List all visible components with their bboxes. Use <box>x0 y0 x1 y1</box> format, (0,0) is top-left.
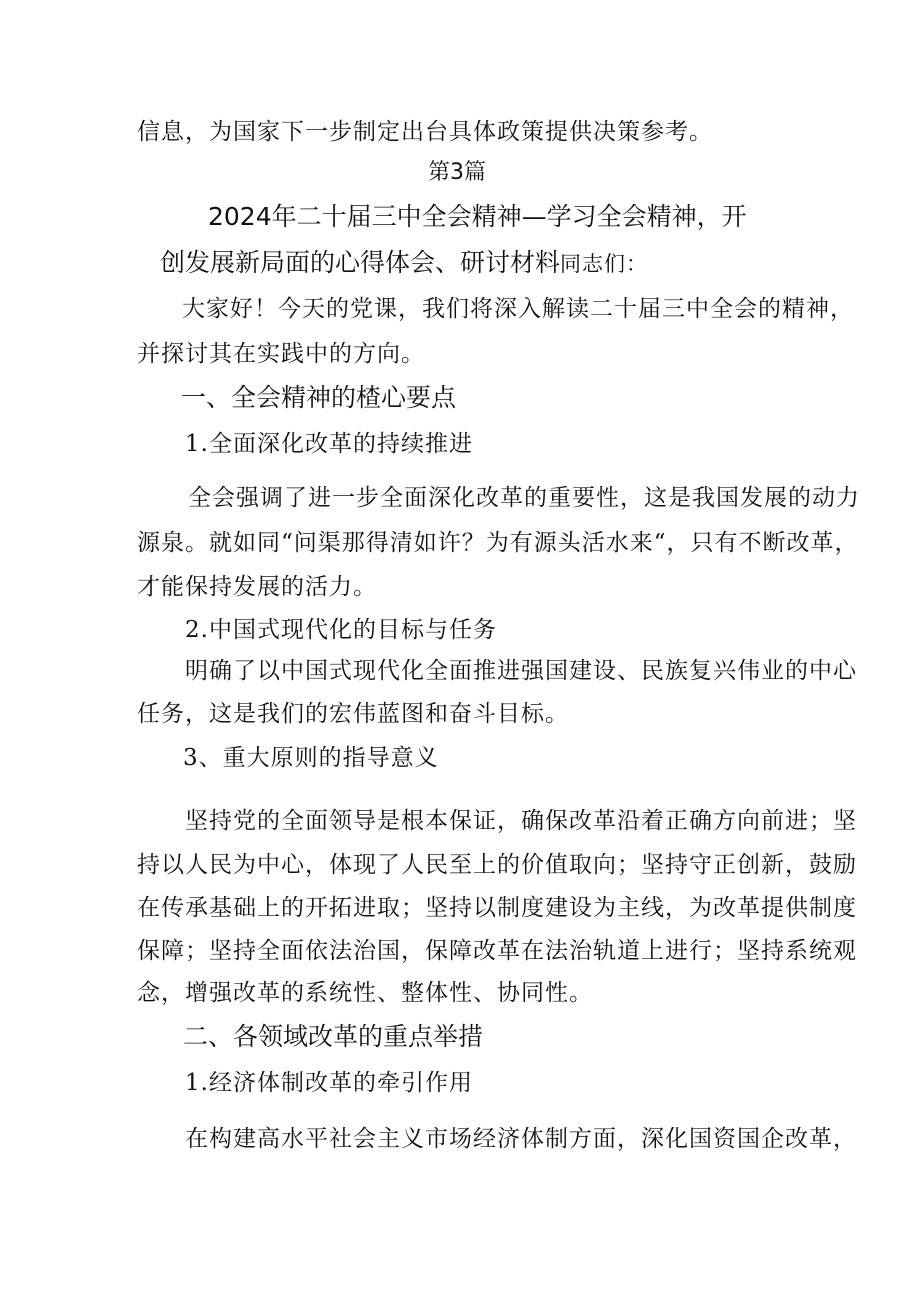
paragraph-line: 念，增强改革的系统性、整体性、协同性。 <box>137 980 593 1006</box>
document-title-line-2-row <box>160 248 648 279</box>
paragraph-line: 信息，为国家下一步制定出台具体政策提供决策参考。 <box>137 119 713 145</box>
subsection-heading: 1.全面深化改革的持续推进 <box>185 431 473 457</box>
paragraph-line: 全会强调了进一步全面深化改革的重要性，这是我国发展的动力 <box>188 485 860 511</box>
subsection-heading: 2.中国式现代化的目标与任务 <box>185 617 497 643</box>
paragraph-line: 任务，这是我们的宏伟蓝图和奋斗目标。 <box>137 701 569 727</box>
paragraph-line: 在传承基础上的开拓进取；坚持以制度建设为主线，为改革提供制度 <box>137 895 857 921</box>
paragraph-line: 源泉。就如同“问渠那得清如许？为有源头活水来“，只有不断改革， <box>137 530 859 556</box>
section-heading: 二、各领域改革的重点举措 <box>183 1022 484 1051</box>
subsection-heading: 1.经济体制改革的牵引作用 <box>185 1070 473 1096</box>
section-heading: 一、全会精神的楂心要点 <box>181 383 457 412</box>
paragraph-line: 在构建高水平社会主义市场经济体制方面，深化国资国企改革， <box>185 1126 857 1152</box>
chapter-label: 第3篇 <box>428 160 486 185</box>
salutation: 同志们： <box>560 252 649 276</box>
document-title-line-2: 创发展新局面的心得体会、研讨材料 <box>160 248 561 277</box>
paragraph-line: 持以人民为中心，体现了人民至上的价值取向；坚持守正创新，鼓励 <box>137 852 857 878</box>
paragraph-line: 并探讨其在实践中的方向。 <box>137 341 425 367</box>
paragraph-line: 大家好！今天的党课，我们将深入解读二十届三中全会的精神， <box>182 296 854 322</box>
subsection-heading: 3、重大原则的指导意义 <box>183 745 439 771</box>
paragraph-line: 保障；坚持全面依法治国，保障改革在法治轨道上进行；坚持系统观 <box>137 938 857 964</box>
paragraph-line: 才能保持发展的活力。 <box>137 574 377 600</box>
paragraph-line: 明确了以中国式现代化全面推进强国建设、民族复兴伟业的中心 <box>185 658 857 684</box>
paragraph-line: 坚持党的全面领导是根本保证，确保改革沿着正确方向前进；坚 <box>185 808 857 834</box>
document-title-line-1: 2024年二十届三中全会精神—学习全会精神，开 <box>208 202 747 231</box>
